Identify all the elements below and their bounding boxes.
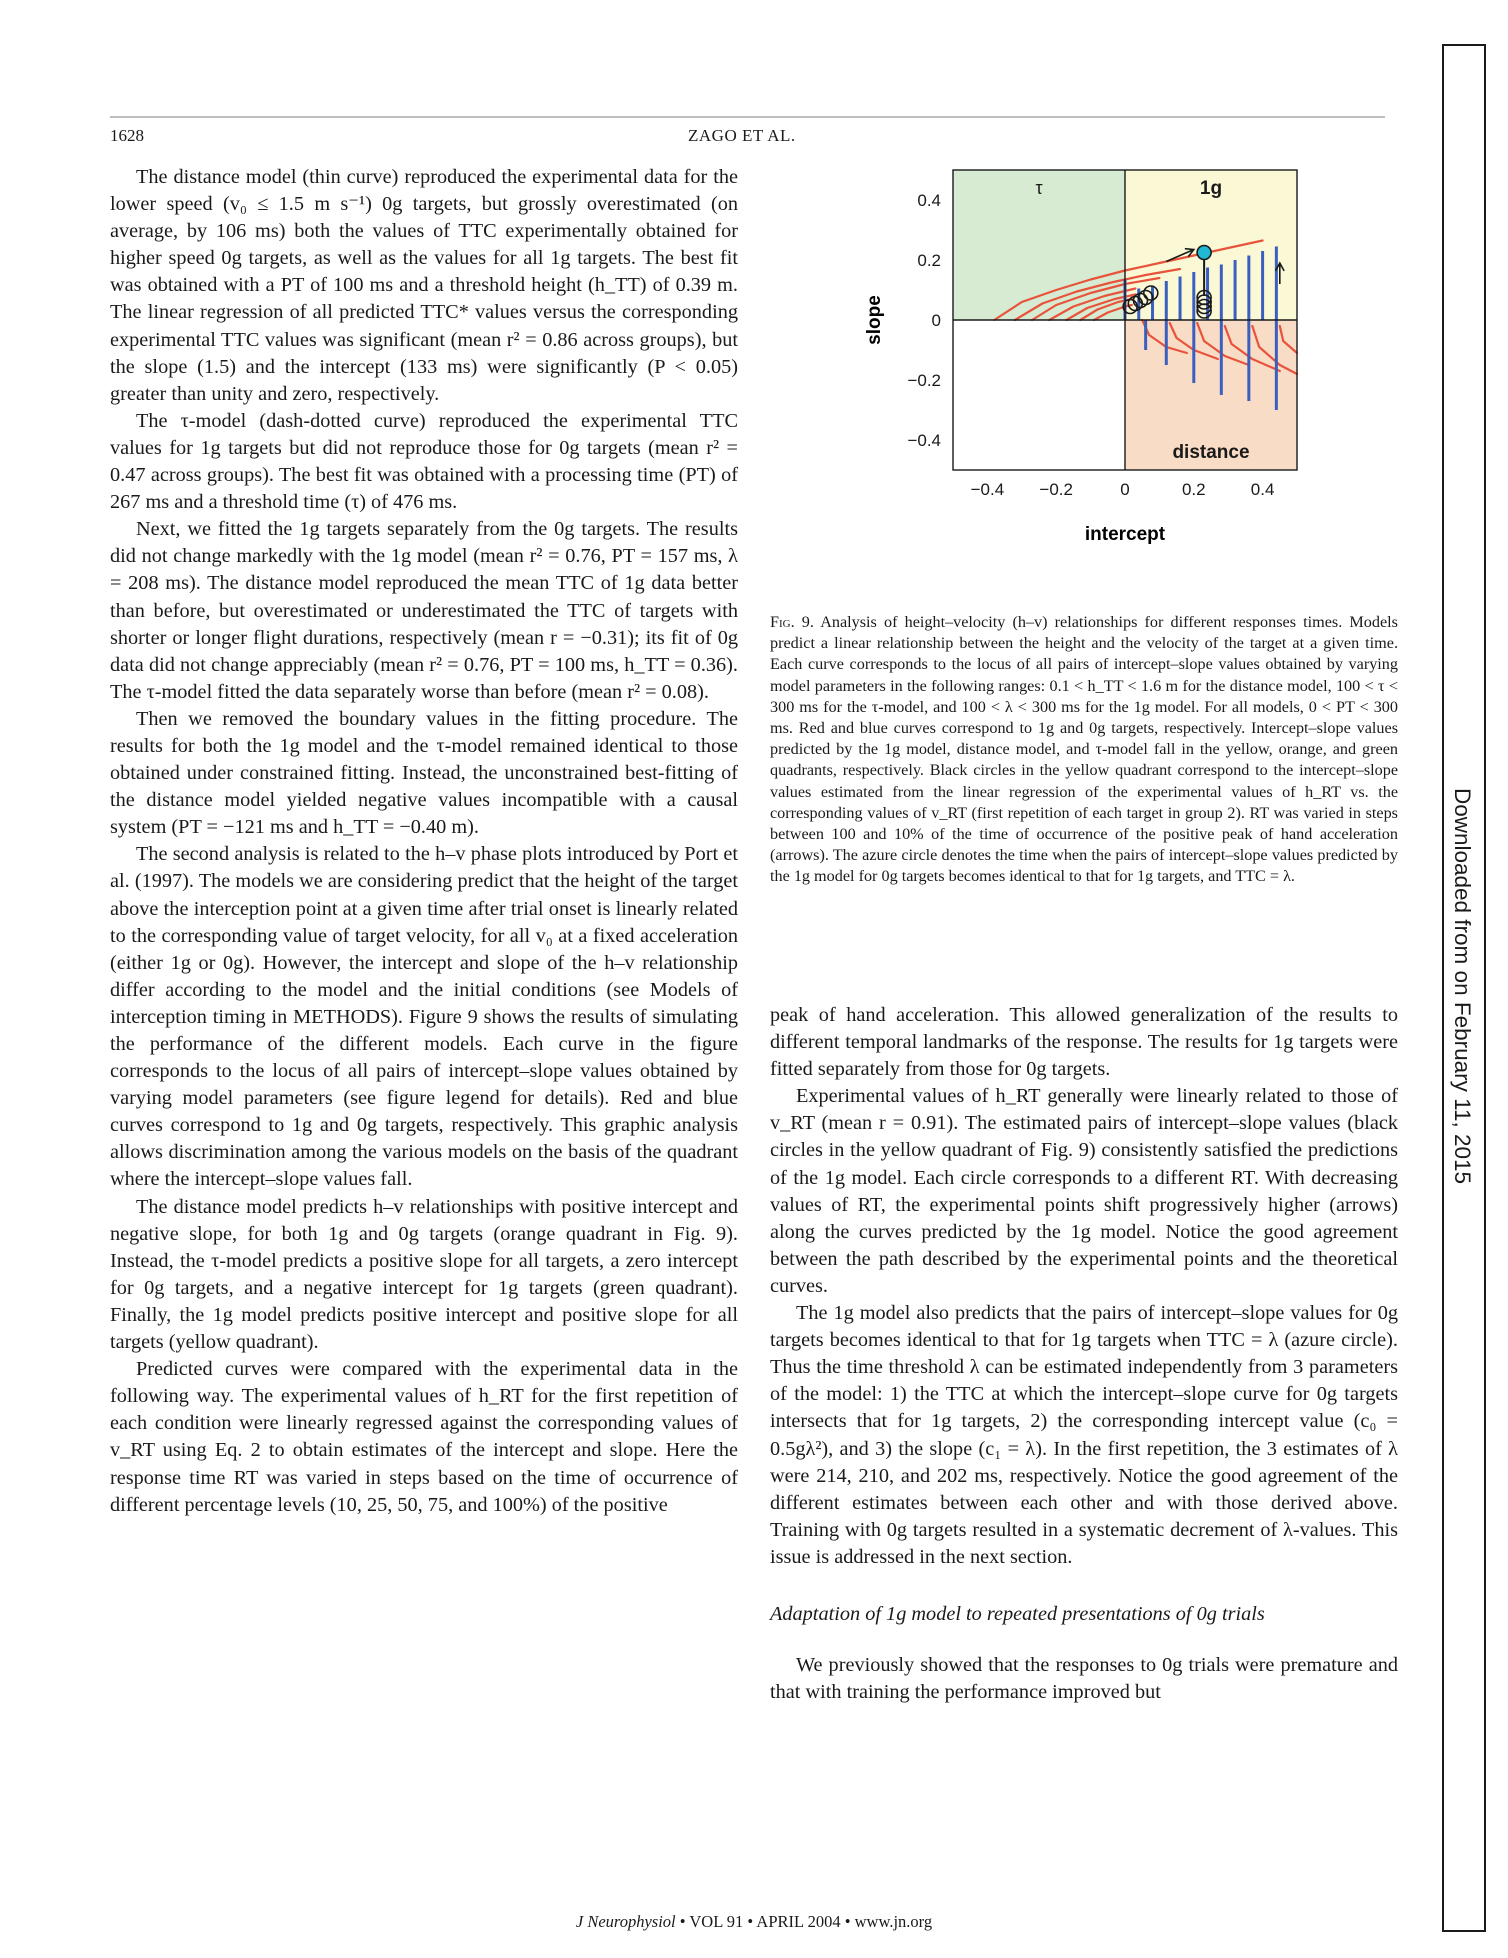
x-axis-label: intercept: [1084, 524, 1166, 545]
y-tick-label: −0.2: [907, 371, 941, 390]
paragraph: Next, we fitted the 1g targets separately from the 0g targets. The results did not change markedly with the 1g model (mean r² = 0.76, PT = 157 ms, λ = 208 ms). The distance model reproduced the mean TTC of 1g data better than before, but overestimated or underestimated the TTC of targets with shorter or longer flight durations, respectively (mean r = −0.31); its fit of 0g data did not change appreciably (mean r² = 0.76, PT = 100 ms, h_TT = 0.36). The τ-model fitted the data separately worse than before (mean r² = 0.08).: [110, 518, 738, 703]
left-column: [110, 164, 738, 1519]
y-tick-label: 0: [931, 311, 941, 330]
volume: VOL 91: [689, 1912, 744, 1931]
journal-name: J Neurophysiol: [575, 1912, 676, 1931]
header-rule: [110, 116, 1385, 118]
x-tick-label: 0: [1120, 480, 1130, 499]
section-heading: Adaptation of 1g model to repeated presentations of 0g trials: [770, 1602, 1265, 1625]
x-tick-label: 0.4: [1250, 480, 1275, 499]
y-tick-label: −0.4: [907, 431, 941, 450]
issue-date: APRIL 2004: [756, 1912, 841, 1931]
quadrant-2: [953, 320, 1125, 470]
journal-url[interactable]: www.jn.org: [854, 1912, 933, 1931]
y-tick-label: 0.2: [917, 251, 941, 270]
intercept-slope-chart: [840, 170, 1360, 610]
paragraph: The τ-model (dash-dotted curve) reproduced the experimental TTC values for 1g targets but did not reproduce those for 0g targets (mean r² = 0.47 across groups). The best fit was obtained with a processing time (PT) of 267 ms and a threshold time (τ) of 476 ms.: [110, 409, 738, 514]
separator: •: [679, 1912, 686, 1931]
page-number: 1628: [110, 126, 144, 145]
quadrant-label: τ: [1035, 178, 1043, 198]
paragraph: The distance model predicts h–v relationships with positive intercept and negative slope, for both 1g and 0g targets (orange quadrant in Fig. 9). Instead, the τ-model predicts a positive slope for all targets, a zero intercept for 0g targets, and a negative intercept for 1g targets (green quadrant). Finally, the 1g model predicts positive intercept and positive slope for all targets (yellow quadrant).: [110, 1195, 738, 1354]
x-tick-label: −0.4: [970, 480, 1005, 499]
paragraph: peak of hand acceleration. This allowed generalization of the results to different temporal landmarks of the response. The results for 1g targets were fitted separately from those for 0g targets.: [770, 1004, 1398, 1081]
quadrant-label: 1g: [1199, 178, 1223, 199]
quadrant-label: distance: [1172, 442, 1250, 463]
paragraph: The second analysis is related to the h–v phase plots introduced by Port et al. (1997). The models we are considering predict that the height of the target above the interception point at a given time after trial onset is linearly related to the corresponding value of target velocity, for all v₀ at a fixed acceleration (either 1g or 0g). However, the intercept and slope of the h–v relationship differ according to the model and the initial conditions (see Models of interception timing in METHODS). Figure 9 shows the results of simulating the performance of the different models. Each curve in the figure corresponds to the locus of all pairs of intercept–slope values obtained by varying model parameters (see figure legend for details). Red and blue curves correspond to 1g and 0g targets, respectively. This graphic analysis allows discrimination among the various models on the basis of the quadrant where the intercept–slope values fall.: [110, 843, 738, 1191]
paragraph: The distance model (thin curve) reproduced the experimental data for the lower speed (v₀ ≤ 1.5 m s⁻¹) 0g targets, but grossly overestimated (on average, by 106 ms) both the values of TTC experimentally obtained for higher speed 0g targets, as well as the values for all 1g targets. The best fit was obtained with a PT of 100 ms and a threshold height (h_TT) of 0.39 m. The linear regression of all predicted TTC* values versus the corresponding experimental TTC values was significant (mean r² = 0.86 across groups), but the slope (1.5) and the intercept (133 ms) were significantly (P < 0.05) greater than unity and zero, respectively.: [110, 166, 738, 405]
paragraph: Experimental values of h_RT generally were linearly related to those of v_RT (mean r = 0.91). The estimated pairs of intercept–slope values (black circles in the yellow quadrant of Fig. 9) consistently satisfied the predictions of the 1g model. Each circle corresponds to a different RT. With decreasing values of RT, the experimental points shift progressively higher (arrows) along the curves predicted by the 1g model. Notice the good agreement between the path described by the experimental points and the theoretical curves.: [770, 1085, 1398, 1297]
figure-label: Fig. 9.: [770, 613, 814, 631]
y-axis-label: slope: [864, 295, 885, 345]
page-footer: [0, 1912, 1508, 1932]
download-note: Downloaded from on February 11, 2015: [1450, 787, 1475, 1185]
running-head: ZAGO ET AL.: [688, 126, 796, 145]
paragraph: Predicted curves were compared with the experimental data in the following way. The experimental values of h_RT for the first repetition of each condition were linearly regressed against the corresponding values of v_RT using Eq. 2 to obtain estimates of the intercept and slope. Here the response time RT was varied in steps based on the time of occurrence of different percentage levels (10, 25, 50, 75, and 100%) of the positive: [110, 1358, 738, 1516]
y-tick-label: 0.4: [917, 191, 941, 210]
x-tick-label: −0.2: [1039, 480, 1073, 499]
figure-caption: [770, 612, 1398, 888]
azure-circle: [1197, 246, 1211, 260]
paragraph: We previously showed that the responses to 0g trials were premature and that with training the performance improved but: [770, 1654, 1398, 1704]
separator: •: [747, 1912, 754, 1931]
figure-9: [840, 170, 1360, 610]
paragraph: The 1g model also predicts that the pairs of intercept–slope values for 0g targets becomes identical to that for 1g targets when TTC = λ (azure circle). Thus the time threshold λ can be estimated independently from 3 parameters of the model: 1) the TTC at which the intercept–slope curve for 0g targets intersects that for 1g targets, 2) the corresponding intercept value (c₀ = 0.5gλ²), and 3) the slope (c₁ = λ). In the first repetition, the 3 estimates of λ were 214, 210, and 202 ms, respectively. Notice the good agreement of the different estimates between each other and with those derived above. Training with 0g targets resulted in a systematic decrement of λ-values. This issue is addressed in the next section.: [770, 1302, 1398, 1568]
separator: •: [844, 1912, 851, 1931]
caption-text: Analysis of height–velocity (h–v) relationships for different responses times. Models predict a linear relationship between the height and the velocity of the target at a given time. Each curve corresponds to the locus of all pairs of intercept–slope values obtained by varying model parameters in the following ranges: 0.1 < h_TT < 1.6 m for the distance model, 100 < τ < 300 ms for the τ-model, and 100 < λ < 300 ms for the 1g model. For all models, 0 < PT < 300 ms. Red and blue curves correspond to 1g and 0g targets, respectively. Intercept–slope values predicted by the 1g model, distance model, and τ-model fall in the yellow, orange, and green quadrants, respectively. Black circles in the yellow quadrant correspond to the intercept–slope values estimated from the linear regression of the experimental values of h_RT vs. the corresponding values of v_RT (first repetition of each target in group 2). RT was varied in steps between 100 and 10% of the time of occurrence of the positive peak of hand acceleration (arrows). The azure circle denotes the time when the pairs of intercept–slope values predicted by the 1g model for 0g targets becomes identical to that for 1g targets, and TTC = λ.: [770, 613, 1398, 886]
right-column: [770, 1002, 1398, 1706]
paragraph: Then we removed the boundary values in the fitting procedure. The results for both the 1g model and the τ-model remained identical to those obtained under constrained fitting. Instead, the unconstrained best-fitting of the distance model yielded negative values incompatible with a causal system (PT = −121 ms and h_TT = −0.40 m).: [110, 707, 738, 839]
x-tick-label: 0.2: [1181, 480, 1206, 499]
